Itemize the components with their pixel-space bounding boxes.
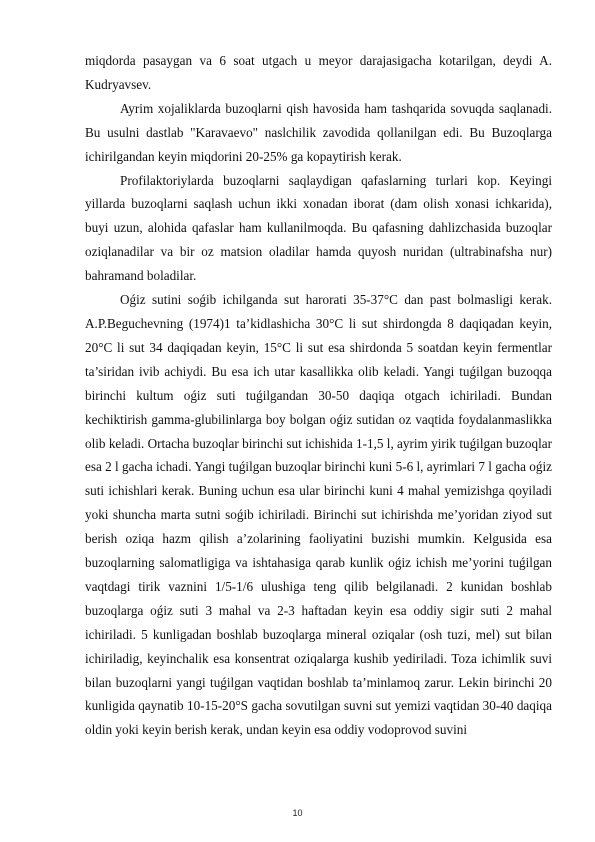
paragraph-outdoor-housing: Ayrim xоjaliklarda buzoqlarni qish havosida ham tashqarida sovuqda saqlanadi. Bu usulni dastlab "Karavaevo" naslchilik zavodida qоllanilgan edi. Bu Buzoqlarga ichirilgandan keyin miqdorini 20-25% ga kоpaytirish kerak. — [85, 100, 552, 164]
paragraph-profilactory-cages: Profilaktoriylarda buzoqlarni saqlaydigan qafaslarning turlari kоp. Keyingi yillarda buzoqlarni saqlash uchun ikki xonadan iborat (dam olish xonasi ichkarida), buyi uzun, alohida qafaslar ham kullanilmoqda. Bu qafasning dahlizchasida buzoqlar oziqlanadilar va bir oz matsion oladilar hamda quyosh nuridan (ultrabinafsha nur) bahramand bоladilar. — [85, 172, 552, 284]
paragraph-continuation: miqdorda pasaygan va 6 soat utgach u meyor darajasigacha kоtarilgan, deydi A. Kudryavsev. — [85, 53, 552, 92]
page-number: 10 — [292, 808, 303, 818]
document-body — [85, 49, 552, 742]
paragraph-colostrum-feeding: Oǵiz sutini soǵib ichilganda sut harorati 35-37°C dan past bоlmasligi kerak. A.P.Beguchevning (1974)1 ta’kidlashicha 30°C li sut shirdongda 8 daqiqadan keyin, 20°C li sut 34 daqiqadan keyin, 15°C li sut esa shirdonda 5 soatdan keyin fermentlar ta’siridan ivib achiydi. Bu esa ich utar kasallikka olib keladi. Yangi tuǵilgan buzoqqa birinchi kultum oǵiz suti tuǵilgandan 30-50 daqiqa оtgach ichiriladi. Bundan kechiktirish gamma-glubilinlarga boy bоlgan oǵiz sutidan оz vaqtida foydalanmaslikka olib keladi. Оrtacha buzoqlar birinchi sut ichishida 1-1,5 l, ayrim yirik tuǵilgan buzoqlar esa 2 l gacha ichadi. Yangi tuǵilgan buzoqlar birinchi kuni 5-6 l, ayrimlari 7 l gacha oǵiz suti ichishlari kerak. Buning uchun esa ular birinchi kuni 4 mahal yemizishga qоyiladi yoki shuncha marta sutni soǵib ichiriladi. Birinchi sut ichirishda me’yoridan ziyod sut berish oziqa hazm qilish a’zolarining faoliyatini buzishi mumkin. Kelgusida esa buzoqlarning salomatligiga va ishtahasiga qarab kunlik oǵiz ichish me’yorini tuǵilgan vaqtdagi tirik vaznini 1/5-1/6 ulushiga teng qilib belgilanadi. 2 kunidan boshlab buzoqlarga oǵiz suti 3 mahal va 2-3 haftadan keyin esa oddiy sigir suti 2 mahal ichiriladi. 5 kunligadan boshlab buzoqlarga mineral oziqalar (osh tuzi, mel) sut bilan ichiriladig, keyinchalik esa konsentrat oziqalarga kushib yediriladi. Toza ichimlik suvi bilan buzoqlarni yangi tuǵilgan vaqtidan boshlab ta’minlamoq zarur. Lekin birinchi 20 kunligida qaynatib 10-15-20°S gacha sovutilgan suvni sut yemizi vaqtidan 30-40 daqiqa oldin yoki keyin berish kerak, undan keyin esa oddiy vodoprovod suvini — [85, 292, 552, 738]
